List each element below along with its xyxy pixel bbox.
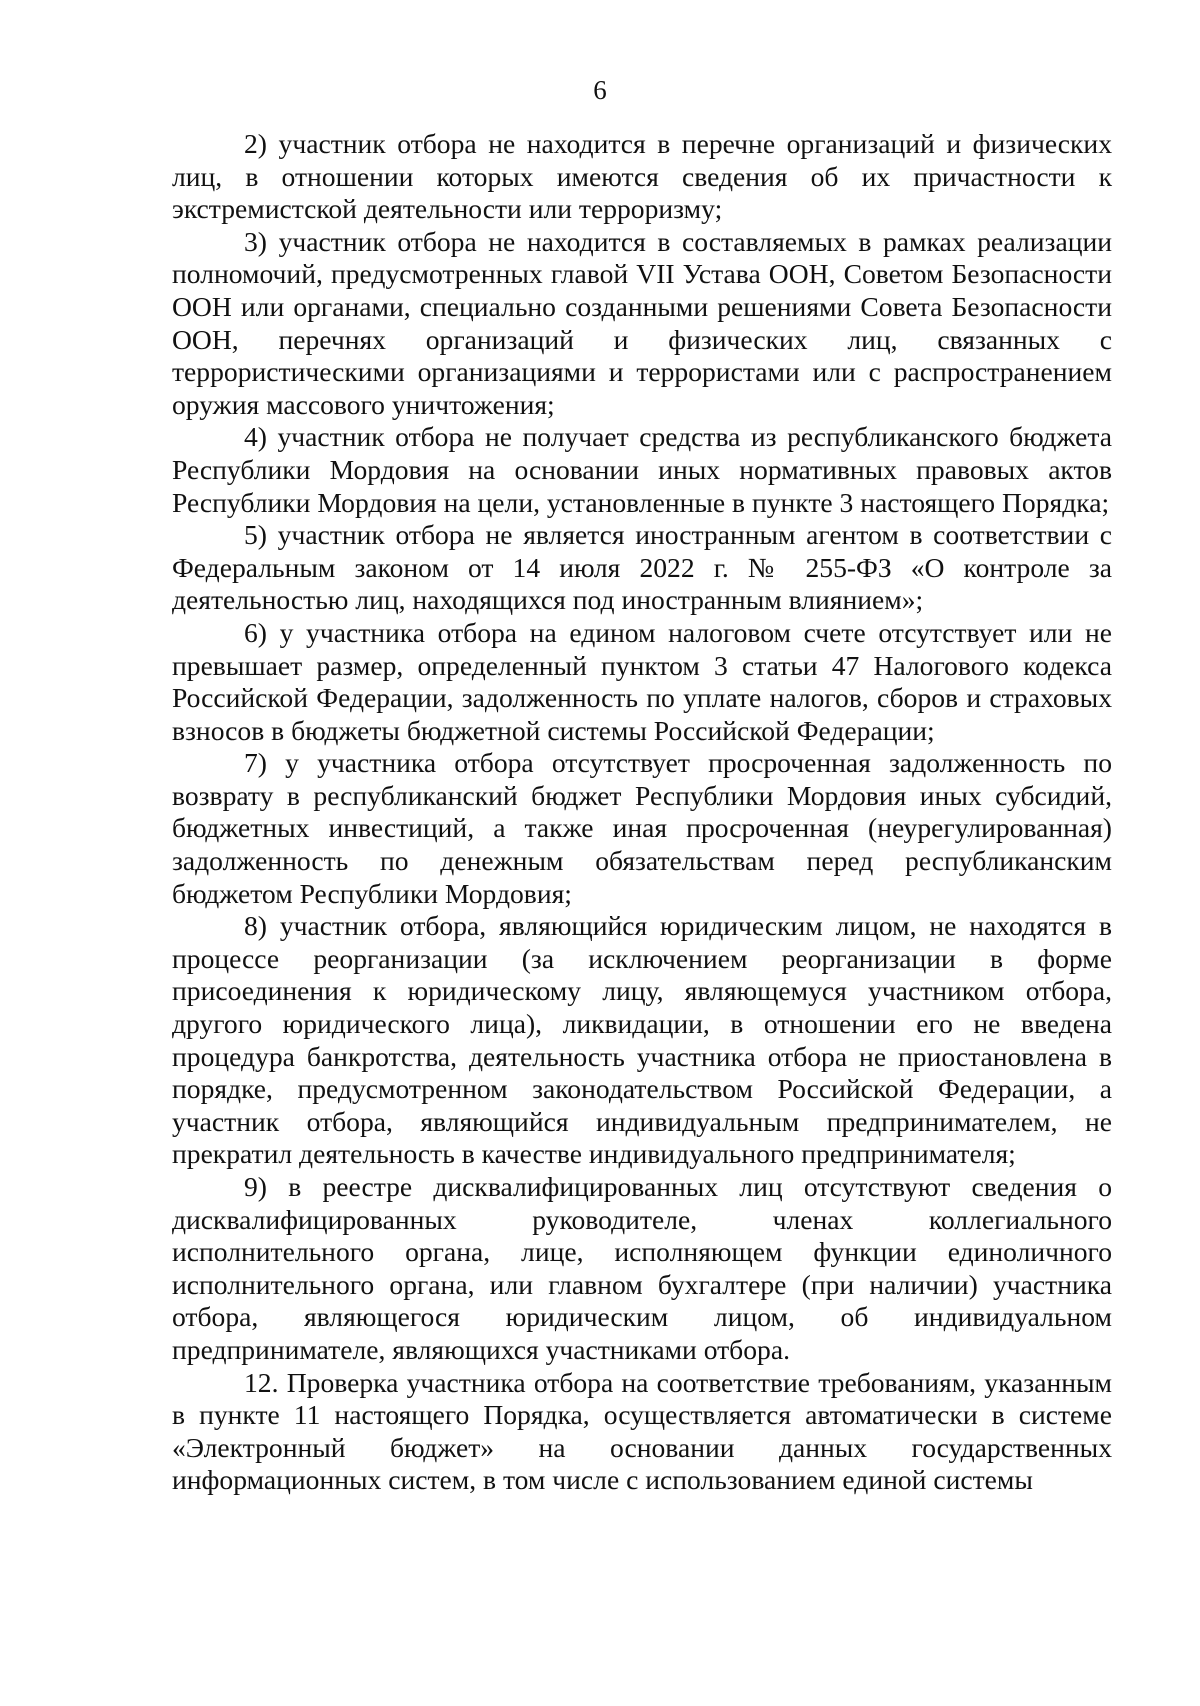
paragraph-section-12: 12. Проверка участника отбора на соответствие требованиям, указанным в пункте 11 настоящего Порядка, осуществляется автоматически в системе «Электронный бюджет» на основании данных государственных информационных систем, в том числе с использованием единой системы — [172, 1366, 1112, 1496]
paragraph-item-8: 8) участник отбора, являющийся юридическим лицом, не находятся в процессе реорганизации (за исключением реорганизации в форме присоединения к юридическому лицу, являющемуся участником отбора, другого юридического лица), ликвидации, в отношении его не введена процедура банкротства, деятельность участника отбора не приостановлена в порядке, предусмотренном законодательством Российской Федерации, а участник отбора, являющийся индивидуальным предпринимателем, не прекратил деятельность в качестве индивидуального предпринимателя; — [172, 910, 1112, 1170]
paragraph-item-3: 3) участник отбора не находится в составляемых в рамках реализации полномочий, предусмотренных главой VII Устава ООН, Советом Безопасности ООН или органами, специально созданными решениями Совета Безопасности ООН, перечнях организаций и физических лиц, связанных с террористическими организациями и террористами или с распространением оружия массового уничтожения; — [172, 225, 1112, 420]
document-body — [172, 128, 1112, 1497]
paragraph-item-9: 9) в реестре дисквалифицированных лиц отсутствуют сведения о дисквалифицированных руководителе, членах коллегиального исполнительного органа, лице, исполняющем функции единоличного исполнительного органа, или главном бухгалтере (при наличии) участника отбора, являющегося юридическим лицом, об индивидуальном предпринимателе, являющихся участниками отбора. — [172, 1171, 1112, 1365]
paragraph-item-6: 6) у участника отбора на едином налоговом счете отсутствует или не превышает размер, определенный пунктом 3 статьи 47 Налогового кодекса Российской Федерации, задолженность по уплате налогов, сборов и страховых взносов в бюджеты бюджетной системы Российской Федерации; — [172, 616, 1112, 746]
page-number: 6 — [593, 75, 607, 105]
paragraph-item-4: 4) участник отбора не получает средства из республиканского бюджета Республики Мордовия на основании иных нормативных правовых актов Республики Мордовия на цели, установленные в пункте 3 настоящего Порядка; — [172, 421, 1112, 518]
paragraph-item-2: 2) участник отбора не находится в перечне организаций и физических лиц, в отношении которых имеются сведения об их причастности к экстремистской деятельности или терроризму; — [172, 128, 1112, 225]
paragraph-item-5: 5) участник отбора не является иностранным агентом в соответствии с Федеральным законом от 14 июля 2022 г. № 255-ФЗ «О контроле за деятельностью лиц, находящихся под иностранным влиянием»; — [172, 519, 1112, 616]
paragraph-item-7: 7) у участника отбора отсутствует просроченная задолженность по возврату в республиканский бюджет Республики Мордовия иных субсидий, бюджетных инвестиций, а также иная просроченная (неурегулированная) задолженность по денежным обязательствам перед республиканским бюджетом Республики Мордовия; — [172, 747, 1112, 909]
